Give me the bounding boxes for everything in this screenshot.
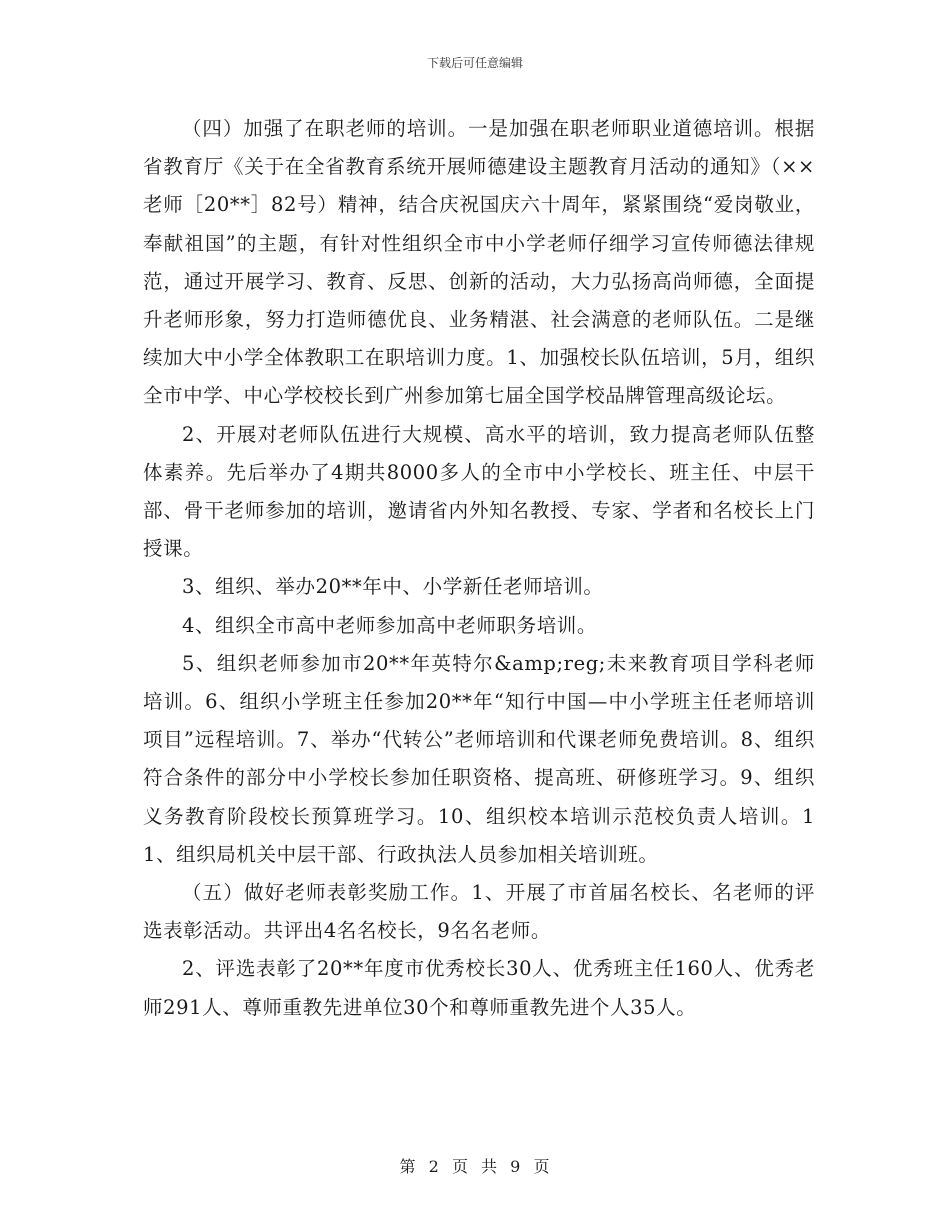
document-body: [143, 110, 815, 1027]
footer-total-word: 共: [481, 1157, 499, 1176]
header-note: 下载后可任意编辑: [426, 56, 523, 70]
paragraph-award-results: 2、评选表彰了20**年度市优秀校长30人、优秀班主任160人、优秀老师291人、尊师重教先进单位30个和尊师重教先进个人35人。: [143, 957, 815, 1019]
footer-current-page: 2: [428, 1157, 440, 1176]
paragraph-large-scale-training: 2、开展对老师队伍进行大规模、高水平的培训，致力提高老师队伍整体素养。先后举办了4期共8000多人的全市中小学校长、班主任、中层干部、骨干老师参加的培训，邀请省内外知名教授、专家、学者和名校长上门授课。: [143, 422, 815, 561]
paragraph-commendation: （五）做好老师表彰奖励工作。1、开展了市首届名校长、名老师的评选表彰活动。共评出4名名校长，9名名老师。: [143, 881, 815, 943]
footer-suffix: 页: [533, 1157, 551, 1176]
paragraph-new-teacher-training: 3、组织、举办20**年中、小学新任老师培训。: [182, 575, 604, 599]
footer-page-word: 页: [451, 1157, 469, 1176]
paragraph-teacher-training: （四）加强了在职老师的培训。一是加强在职老师职业道德培训。根据省教育厅《关于在全省教育系统开展师德建设主题教育月活动的通知》（××老师［20**］82号）精神，结合庆祝国庆六十周年，紧紧围绕“爱岗敬业，奉献祖国”的主题，有针对性组织全市中小学老师仔细学习宣传师德法律规范，通过开展学习、教育、反思、创新的活动，大力弘扬高尚师德，全面提升老师形象，努力打造师德优良、业务精湛、社会满意的老师队伍。二是继续加大中小学全体教职工在职培训力度。1、加强校长队伍培训，5月，组织全市中学、中心学校校长到广州参加第七届全国学校品牌管理高级论坛。: [143, 117, 815, 408]
page-footer: [0, 1154, 950, 1177]
paragraph-project-training: 5、组织老师参加市20**年英特尔&amp;reg;未来教育项目学科老师培训。6、组织小学班主任参加20**年“知行中国—中小学班主任老师培训项目”远程培训。7、举办“代转公”老师培训和代课老师免费培训。8、组织符合条件的部分中小学校长参加任职资格、提高班、研修班学习。9、组织义务教育阶段校长预算班学习。10、组织校本培训示范校负责人培训。11、组织局机关中层干部、行政执法人员参加相关培训班。: [143, 651, 815, 866]
footer-prefix: 第: [399, 1157, 417, 1176]
paragraph-high-school-training: 4、组织全市高中老师参加高中老师职务培训。: [182, 613, 598, 637]
footer-total-pages: 9: [510, 1157, 522, 1176]
